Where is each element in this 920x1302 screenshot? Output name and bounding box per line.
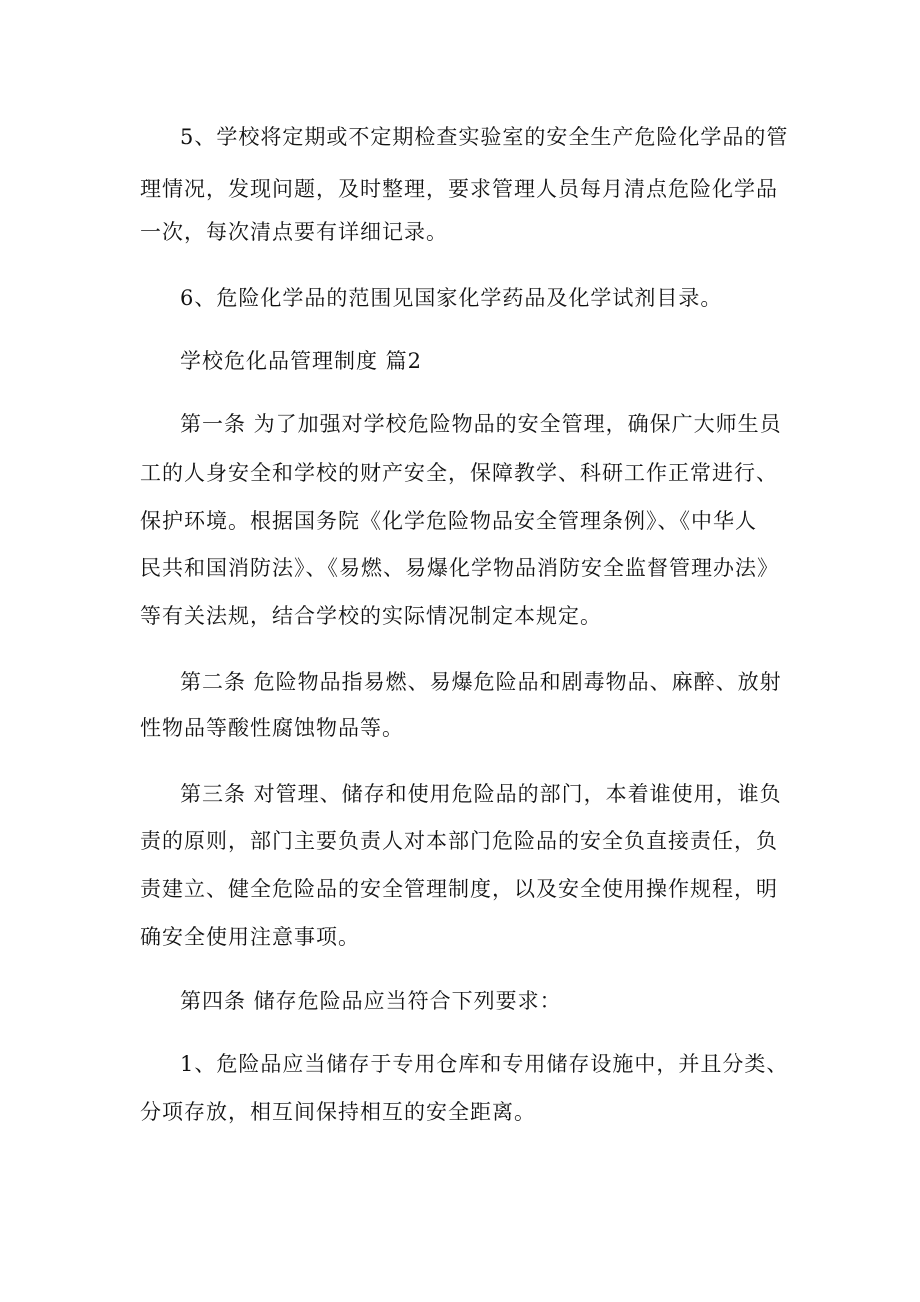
article-1-line-2: 工的人身安全和学校的财产安全，保障教学、科研工作正常进行、 xyxy=(140,461,778,485)
article-3-line-4: 确安全使用注意事项。 xyxy=(140,925,360,949)
article-1-line-4: 民共和国消防法》、《易燃、易爆化学物品消防安全监督管理办法》 xyxy=(140,556,779,580)
article-1-line-1: 第一条 为了加强对学校危险物品的安全管理，确保广大师生员 xyxy=(180,412,782,436)
item-1-line-1: 1、危险品应当储存于专用仓库和专用储存设施中，并且分类、 xyxy=(180,1052,789,1076)
article-4-line-1: 第四条 储存危险品应当符合下列要求： xyxy=(180,989,562,1013)
article-3-line-3: 责建立、健全危险品的安全管理制度，以及安全使用操作规程，明 xyxy=(140,877,778,901)
article-1-line-5: 等有关法规，结合学校的实际情况制定本规定。 xyxy=(140,604,602,628)
article-2-line-1: 第二条 危险物品指易燃、易爆危险品和剧毒物品、麻醉、放射 xyxy=(180,670,782,694)
article-3-line-2: 责的原则，部门主要负责人对本部门危险品的安全负直接责任，负 xyxy=(140,829,778,853)
article-3-line-1: 第三条 对管理、储存和使用危险品的部门，本着谁使用，谁负 xyxy=(180,782,782,806)
item-1-line-2: 分项存放，相互间保持相互的安全距离。 xyxy=(140,1100,536,1124)
section-heading: 学校危化品管理制度 篇2 xyxy=(180,349,423,373)
paragraph-6-line-1: 6、危险化学品的范围见国家化学药品及化学试剂目录。 xyxy=(180,286,723,310)
paragraph-5-line-2: 理情况，发现问题，及时整理，要求管理人员每月清点危险化学品 xyxy=(140,177,778,201)
article-1-line-3: 保护环境。根据国务院《化学危险物品安全管理条例》、《中华人 xyxy=(140,509,757,533)
paragraph-5-line-3: 一次，每次清点要有详细记录。 xyxy=(140,220,448,244)
article-2-line-2: 性物品等酸性腐蚀物品等。 xyxy=(140,716,404,740)
paragraph-5-line-1: 5、学校将定期或不定期检查实验室的安全生产危险化学品的管 xyxy=(180,125,789,149)
